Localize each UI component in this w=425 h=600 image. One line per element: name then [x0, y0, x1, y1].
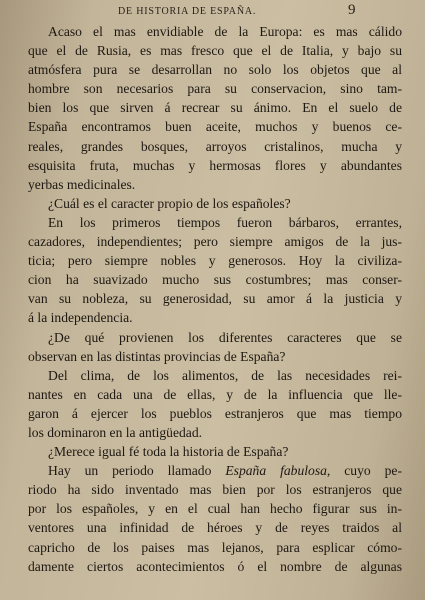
answer — [28, 366, 402, 442]
text-line: damente ciertos acontecimientos ó el nombre de algunas — [28, 558, 402, 574]
text-line: observan en las distintas provincias de España? — [28, 348, 286, 364]
text-segment: Hay un periodo llamado — [48, 463, 226, 479]
text-line: bien los que sirven á recrear su ánimo. En el suelo de — [28, 100, 402, 116]
text-line: yerbas medicinales. — [28, 176, 136, 192]
question — [28, 194, 402, 213]
text-line: garon á ejercer los pueblos estranjeros que mas tiempo — [28, 405, 402, 421]
text-line: cion ha suavizado mucho sus costumbres; mas conser- — [28, 272, 402, 288]
text-line: reales, grandes bosques, arroyos cristalinos, mucha y — [28, 138, 402, 154]
page-header — [0, 2, 425, 22]
page-body — [28, 22, 402, 576]
text-line: cazadores, independientes; pero siempre amigos de la jus- — [28, 234, 402, 250]
text-line: que el de Rusia, es mas fresco que el de Italia, y bajo su — [28, 43, 402, 59]
text-line: Acaso el mas envidiable de la Europa: es mas cálido — [48, 24, 402, 39]
text-line: por los españoles, y en el cual han hecho figurar sus in- — [28, 501, 402, 517]
question — [28, 442, 402, 461]
text-line: los dominaron en la antigüedad. — [28, 424, 203, 440]
text-line — [28, 461, 402, 480]
text-line: riodo ha sido inventado mas bien por los estranjeros que — [28, 482, 402, 498]
text-line: esquisita fruta, muchas y hermosas flores y abundantes — [28, 157, 402, 173]
answer — [28, 461, 402, 576]
text-line: capricho de los paises mas lejanos, para esplicar cómo- — [28, 539, 402, 555]
text-line: En los primeros tiempos fueron bárbaros, errantes, — [48, 214, 402, 230]
text-line: Del clima, de los alimentos, de las necesidades rei- — [48, 367, 402, 383]
text-line: á la independencia. — [28, 310, 133, 326]
italic-term: España fabulosa — [225, 463, 327, 479]
text-line: hombre son necesarios para su conservacion, sino tam- — [28, 81, 402, 97]
text-segment: , cuyo pe- — [326, 463, 402, 479]
text-line: van su nobleza, su generosidad, su amor á la justicia y — [28, 291, 402, 307]
page-number: 9 — [348, 2, 356, 18]
text-line: nantes en cada una de ellas, y de la influencia que lle- — [28, 386, 402, 402]
text-line: ¿Merece igual fé toda la historia de España? — [48, 444, 289, 460]
text-line: ticia; pero siempre nobles y generosos. Hoy la civiliza- — [28, 253, 402, 269]
text-line: atmósfera pura se desarrollan no solo los objetos que al — [28, 62, 402, 78]
question — [28, 328, 402, 366]
text-line: ¿Cuál es el caracter propio de los españoles? — [48, 195, 291, 211]
paragraph — [28, 22, 402, 194]
answer — [28, 213, 402, 328]
text-line: España encontramos buen aceite, muchos y buenos ce- — [28, 119, 402, 135]
text-line: ventores una infinidad de héroes y de reyes traidos al — [28, 520, 402, 536]
text-line: ¿De qué provienen los diferentes caracteres que se — [48, 329, 402, 345]
running-head: DE HISTORIA DE ESPAÑA. — [118, 6, 257, 17]
